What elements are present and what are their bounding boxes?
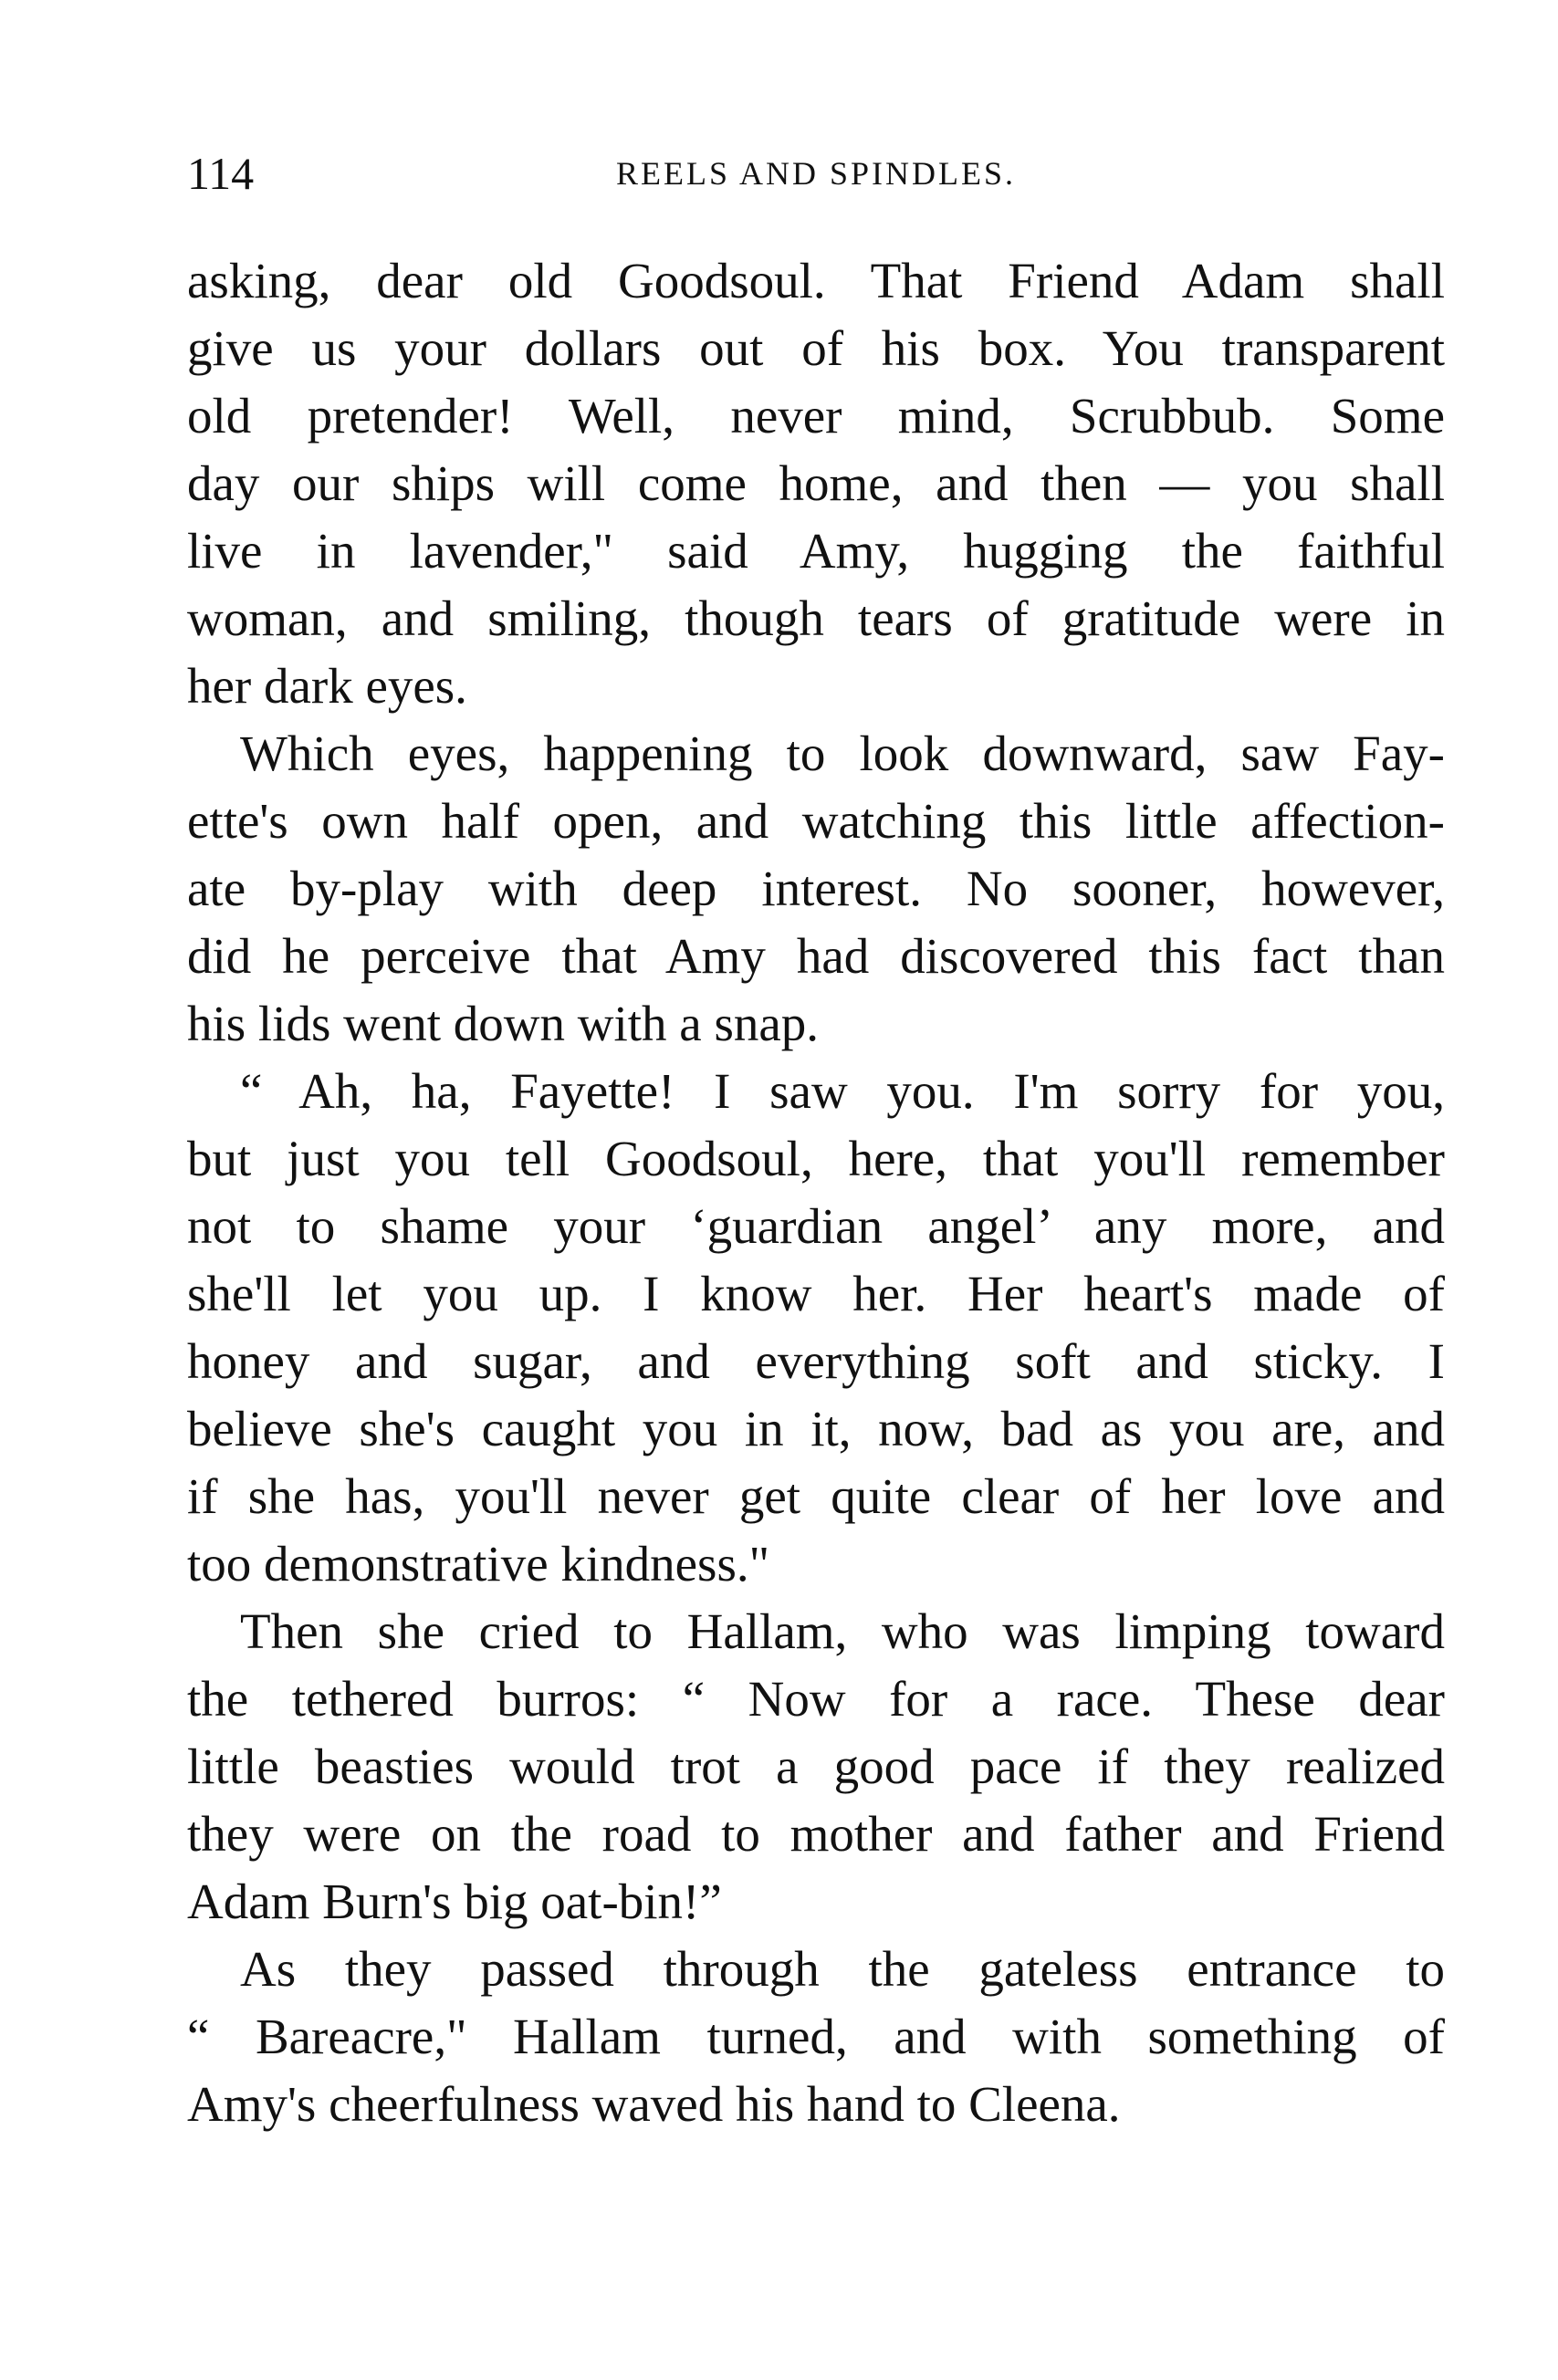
text-line: ette's own half open, and watching this little affection- (187, 793, 1445, 849)
paragraph (187, 1058, 1445, 1598)
text-line: the tethered burros: “ Now for a race. These dear (187, 1671, 1445, 1727)
text-line: “ Ah, ha, Fayette! I saw you. I'm sorry for you, (240, 1063, 1445, 1119)
text-line: give us your dollars out of his box. You transparent (187, 320, 1445, 376)
text-line: ate by-play with deep interest. No sooner, however, (187, 861, 1445, 916)
paragraph (187, 247, 1445, 720)
paragraph (187, 720, 1445, 1058)
text-line: Which eyes, happening to look downward, saw Fay- (240, 725, 1445, 781)
text-line: she'll let you up. I know her. Her heart's made of (187, 1266, 1445, 1321)
text-line: his lids went down with a snap. (187, 996, 820, 1051)
text-line: her dark eyes. (187, 658, 467, 714)
text-line: if she has, you'll never get quite clear of her love and (187, 1468, 1445, 1524)
running-title: REELS AND SPINDLES. (615, 155, 1017, 192)
text-line: not to shame your ‘guardian angel’ any more, and (187, 1198, 1445, 1254)
text-line: honey and sugar, and everything soft and sticky. I (187, 1333, 1445, 1389)
text-line: they were on the road to mother and father and Friend (187, 1806, 1445, 1862)
text-line: Adam Burn's big oat-bin!” (187, 1874, 722, 1929)
body-text (187, 247, 1445, 2138)
text-line: but just you tell Goodsoul, here, that you'll remember (187, 1131, 1445, 1186)
text-line: woman, and smiling, though tears of gratitude were in (187, 590, 1445, 646)
page-number: 114 (187, 148, 255, 199)
text-line: day our ships will come home, and then — you shall (187, 455, 1445, 511)
text-line: did he perceive that Amy had discovered this fact than (187, 928, 1445, 984)
text-line: live in lavender," said Amy, hugging the faithful (187, 523, 1445, 579)
text-line: Amy's cheerfulness waved his hand to Cleena. (187, 2076, 1121, 2132)
text-line: believe she's caught you in it, now, bad as you are, and (187, 1401, 1445, 1456)
text-line: little beasties would trot a good pace if they realized (187, 1738, 1445, 1794)
paragraph (187, 1598, 1445, 1936)
text-line: “ Bareacre," Hallam turned, and with something of (187, 2009, 1445, 2064)
text-line: Then she cried to Hallam, who was limping toward (240, 1603, 1445, 1659)
page-header (187, 146, 1445, 201)
text-line: asking, dear old Goodsoul. That Friend Adam shall (187, 253, 1445, 308)
text-line: too demonstrative kindness." (187, 1536, 770, 1592)
paragraph (187, 1936, 1445, 2138)
text-line: As they passed through the gateless entrance to (240, 1941, 1445, 1997)
text-line: old pretender! Well, never mind, Scrubbub. Some (187, 388, 1445, 444)
